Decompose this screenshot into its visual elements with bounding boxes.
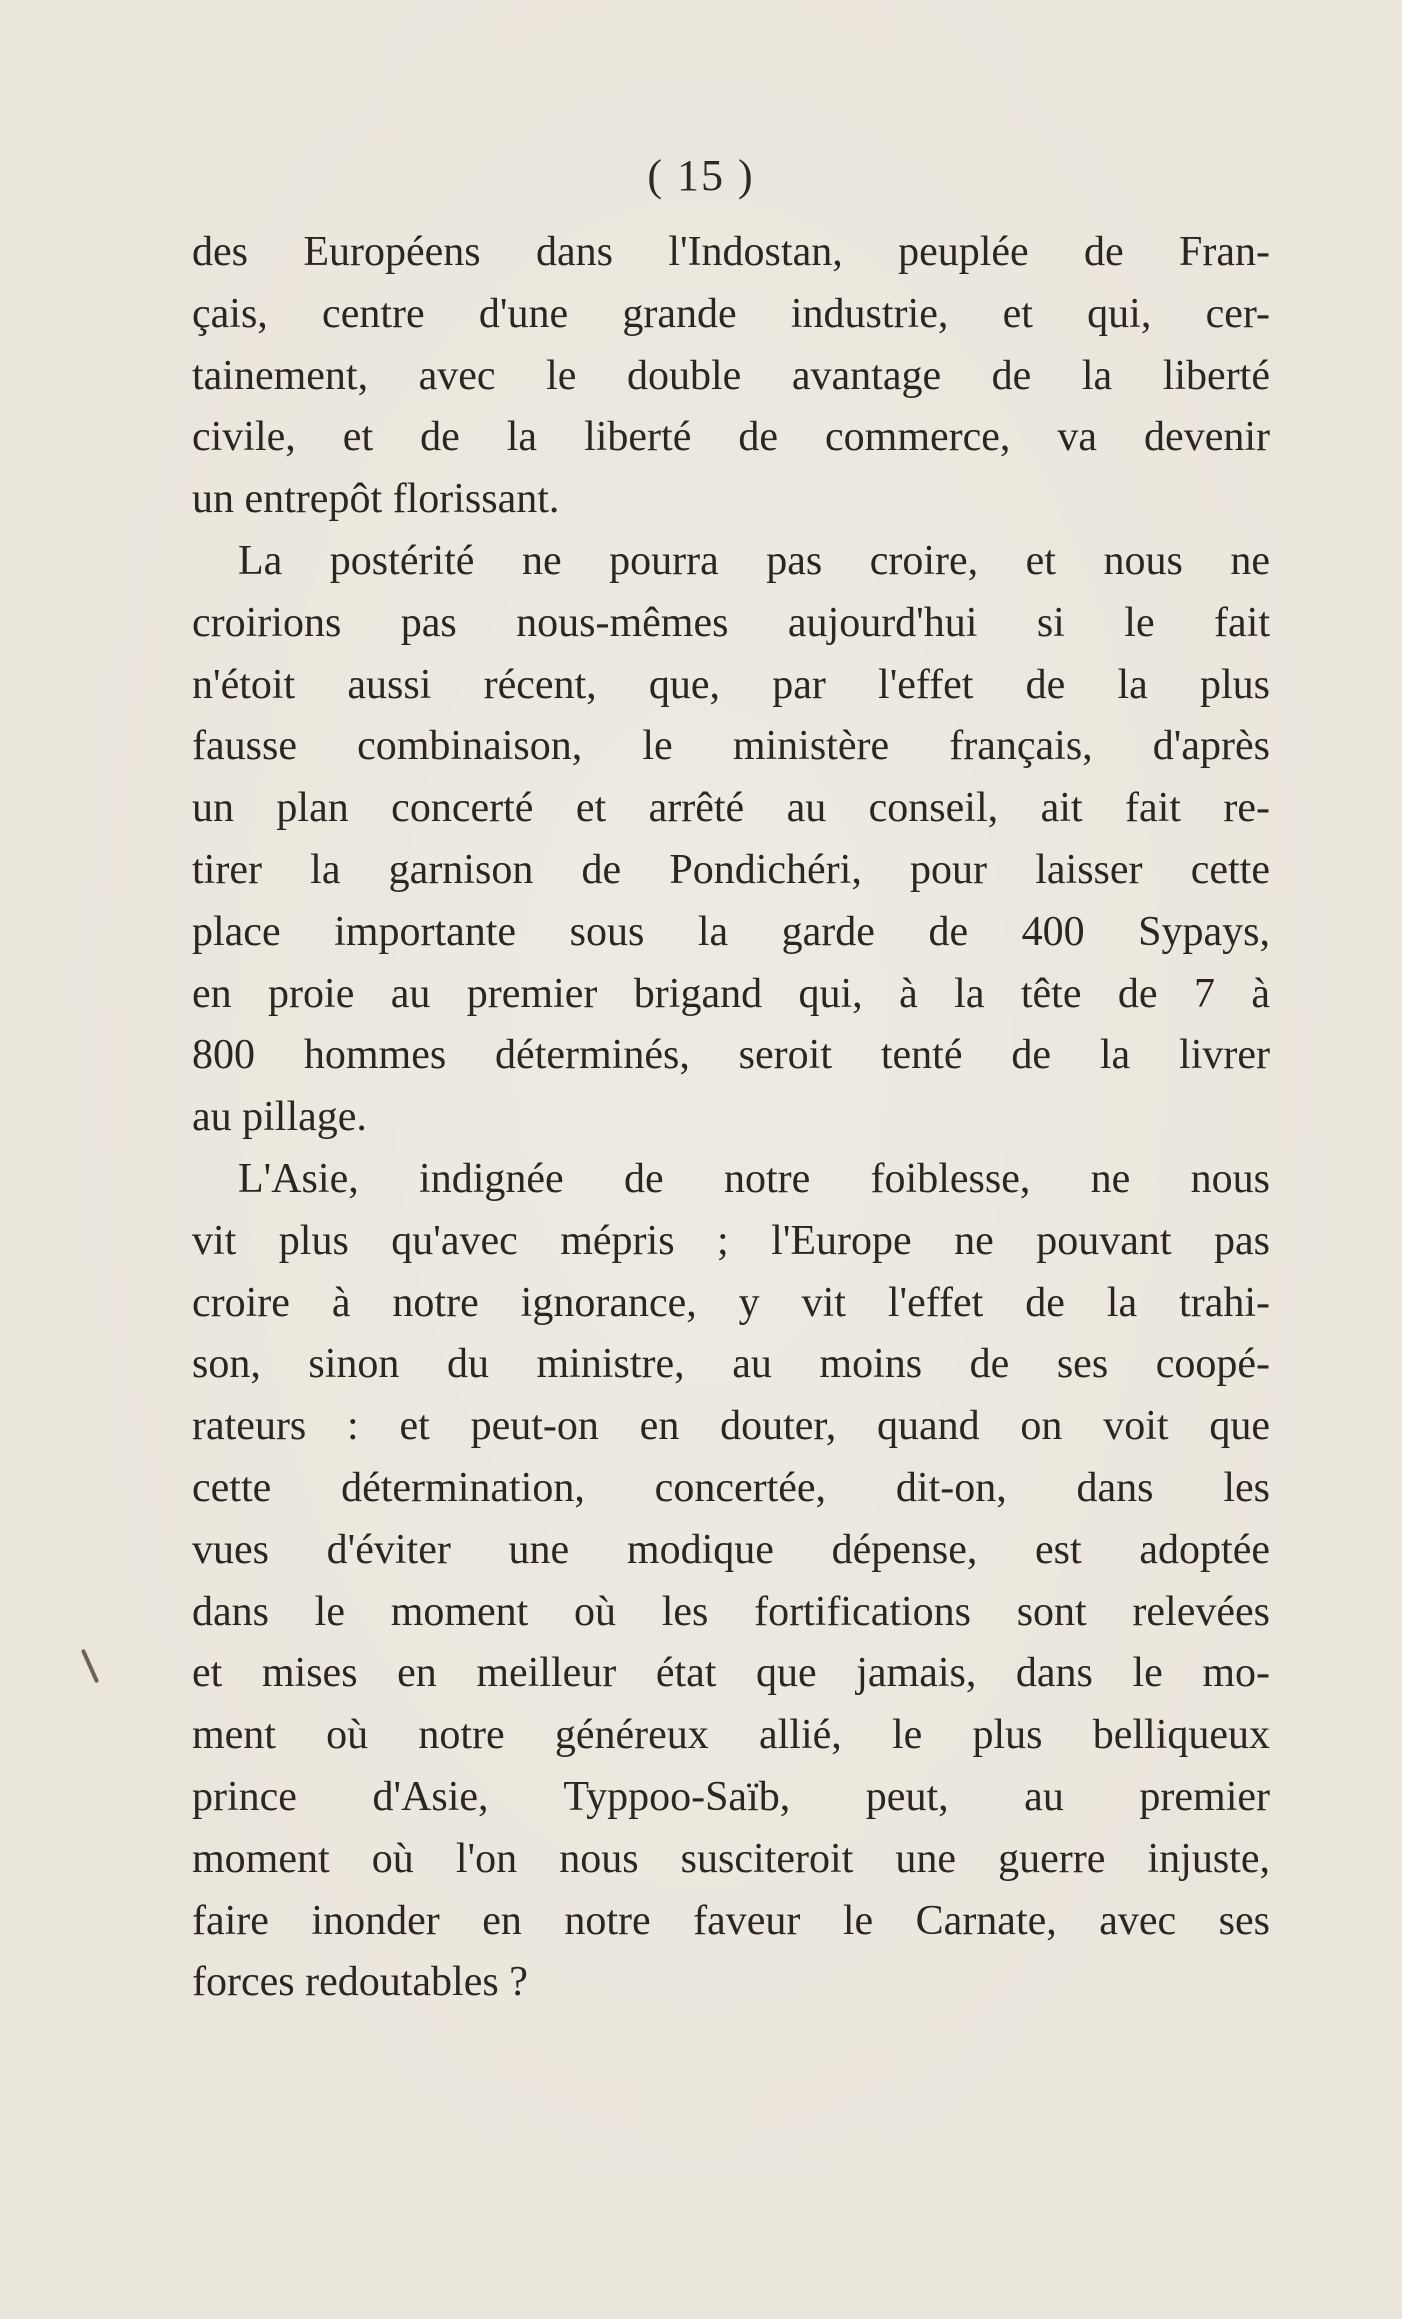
text-line: n'étoit aussi récent, que, par l'effet de la plus xyxy=(192,661,1270,708)
text-line: son, sinon du ministre, au moins de ses coopé- xyxy=(192,1341,1270,1388)
text-line: en proie au premier brigand qui, à la tête de 7 à xyxy=(192,970,1270,1017)
text-line: vit plus qu'avec mépris ; l'Europe ne pouvant pas xyxy=(192,1217,1270,1264)
text-line: La postérité ne pourra pas croire, et nous ne xyxy=(238,537,1270,584)
text-line: croire à notre ignorance, y vit l'effet de la trahi- xyxy=(192,1279,1270,1326)
text-line: tirer la garnison de Pondichéri, pour laisser cette xyxy=(192,846,1270,893)
text-line: et mises en meilleur état que jamais, dans le mo- xyxy=(192,1650,1270,1697)
text-line: place importante sous la garde de 400 Sypays, xyxy=(192,908,1270,955)
text-line: çais, centre d'une grande industrie, et qui, cer- xyxy=(192,290,1270,337)
text-line: prince d'Asie, Typpoo-Saïb, peut, au premier xyxy=(192,1773,1270,1820)
text-line: civile, et de la liberté de commerce, va devenir xyxy=(192,414,1270,461)
text-line: tainement, avec le double avantage de la liberté xyxy=(192,352,1270,399)
text-line: un entrepôt florissant. xyxy=(192,476,560,523)
text-line: ment où notre généreux allié, le plus belliqueux xyxy=(192,1712,1270,1759)
text-line: faire inonder en notre faveur le Carnate, avec ses xyxy=(192,1897,1270,1944)
text-line: vues d'éviter une modique dépense, est adoptée xyxy=(192,1526,1270,1573)
body-text xyxy=(192,222,1270,2014)
text-line: au pillage. xyxy=(192,1094,367,1141)
text-line: forces redoutables ? xyxy=(192,1959,528,2006)
margin-pen-mark xyxy=(81,1649,99,1684)
text-line: dans le moment où les fortifications sont relevées xyxy=(192,1588,1270,1635)
text-line: des Européens dans l'Indostan, peuplée de Fran- xyxy=(192,229,1270,275)
text-line: cette détermination, concertée, dit-on, dans les xyxy=(192,1464,1270,1511)
text-line: moment où l'on nous susciteroit une guerre injuste, xyxy=(192,1835,1270,1882)
text-line: fausse combinaison, le ministère français, d'après xyxy=(192,723,1270,770)
text-line: rateurs : et peut-on en douter, quand on voit que xyxy=(192,1403,1270,1450)
text-line: un plan concerté et arrêté au conseil, ait fait re- xyxy=(192,785,1270,832)
text-line: 800 hommes déterminés, seroit tenté de la livrer xyxy=(192,1032,1270,1079)
page-number: ( 15 ) xyxy=(647,151,755,200)
text-line: L'Asie, indignée de notre foiblesse, ne nous xyxy=(238,1155,1270,1202)
text-line: croirions pas nous-mêmes aujourd'hui si le fait xyxy=(192,599,1270,646)
